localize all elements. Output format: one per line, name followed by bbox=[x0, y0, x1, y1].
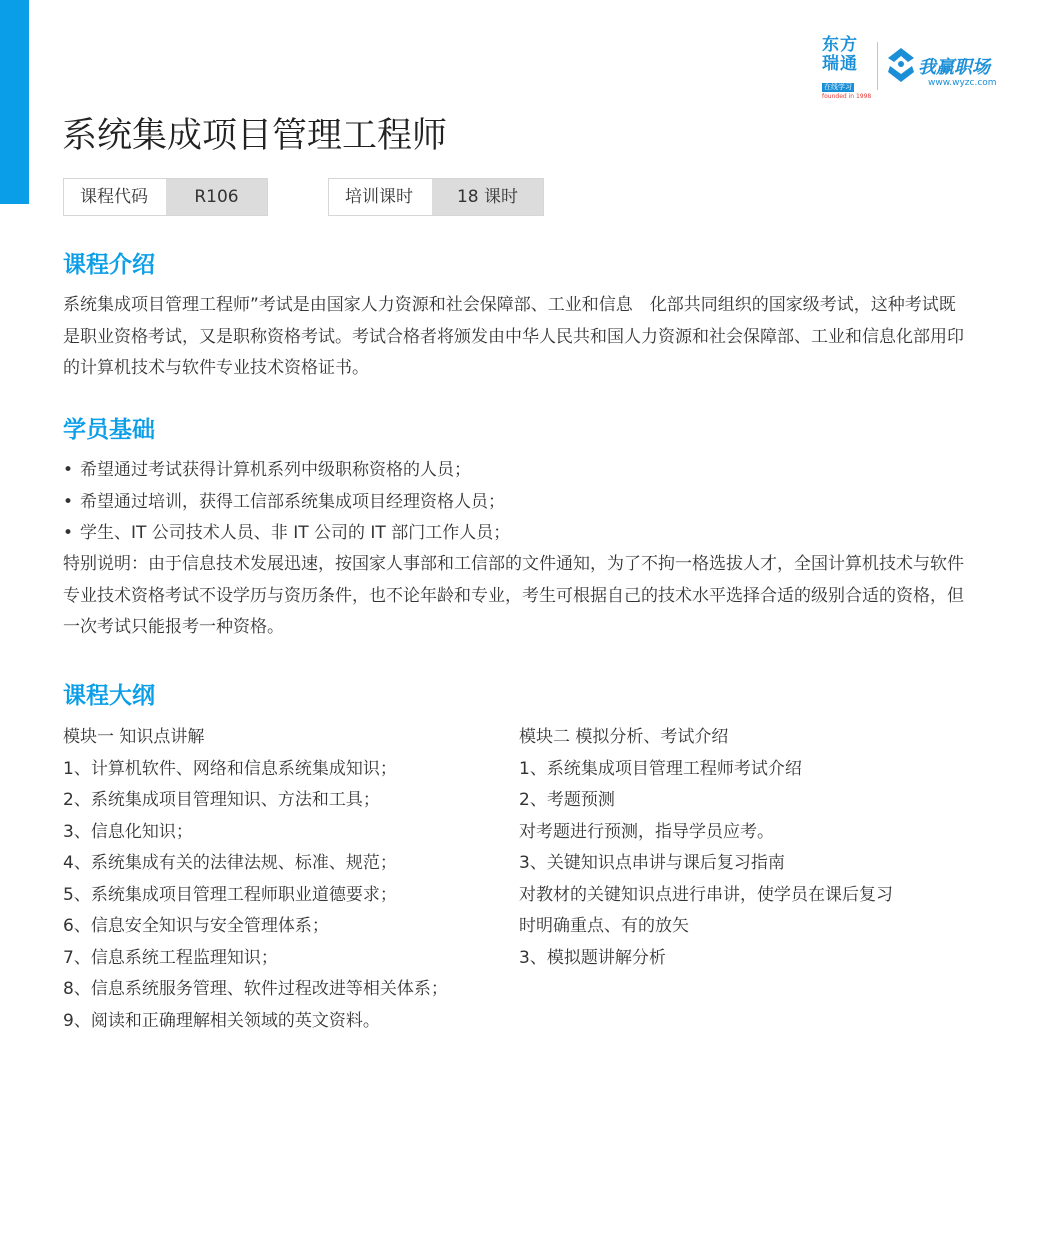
wyzc-logo bbox=[884, 42, 1004, 90]
logo-founded: founded in 1998 bbox=[822, 93, 872, 100]
module1-item: 9、阅读和正确理解相关领域的英文资料。 bbox=[63, 1010, 380, 1031]
logo-divider bbox=[877, 42, 878, 90]
audience-note: 特别说明：由于信息技术发展迅速，按国家人事部和工信部的文件通知，为了不拘一格选拔人才，全国计算机技术与软件专业技术资格考试不设学历与资历条件，也不论年龄和专业，考生可根据自己的技术水平选择合适的级别合适的资格，但一次考试只能报考一种资格。 bbox=[63, 554, 964, 637]
course-code-value: R106 bbox=[166, 179, 267, 215]
module2-item: 3、关键知识点串讲与课后复习指南 bbox=[519, 853, 785, 873]
wyzc-url: www.wyzc.com bbox=[928, 78, 997, 88]
module2-item: 1、系统集成项目管理工程师考试介绍 bbox=[519, 758, 802, 779]
training-hours-label: 培训课时 bbox=[329, 179, 432, 215]
audience-list bbox=[63, 455, 968, 550]
module1-item: 5、系统集成项目管理工程师职业道德要求； bbox=[63, 884, 397, 905]
wyzc-brand-name: 我赢职场 bbox=[918, 57, 990, 78]
logo-text-line1: 东方 bbox=[822, 35, 858, 55]
module2-item: 对考题进行预测，指导学员应考。 bbox=[519, 821, 774, 842]
audience-heading: 学员基础 bbox=[63, 417, 155, 443]
module1-item: 4、系统集成有关的法律法规、标准、规范； bbox=[63, 853, 397, 873]
course-code-label: 课程代码 bbox=[64, 179, 166, 215]
module1-column bbox=[63, 722, 503, 1037]
audience-bullet: • 学生、IT 公司技术人员、非 IT 公司的 IT 部门工作人员； bbox=[63, 518, 968, 550]
module2-item: 对教材的关键知识点进行串讲，使学员在课后复习 bbox=[519, 884, 893, 905]
module2-item: 3、模拟题讲解分析 bbox=[519, 947, 666, 968]
page-title: 系统集成项目管理工程师 bbox=[62, 116, 448, 156]
audience-bullet: • 希望通过考试获得计算机系列中级职称资格的人员； bbox=[63, 455, 968, 487]
dongfang-ruitong-logo bbox=[822, 36, 870, 101]
module2-item: 时明确重点、有的放矢 bbox=[519, 916, 689, 936]
logo-text-line2: 瑞通 bbox=[822, 54, 858, 74]
module1-item: 8、信息系统服务管理、软件过程改进等相关体系； bbox=[63, 979, 448, 999]
module1-item: 2、系统集成项目管理知识、方法和工具； bbox=[63, 790, 380, 810]
module1-item: 7、信息系统工程监理知识； bbox=[63, 947, 278, 968]
intro-heading: 课程介绍 bbox=[63, 252, 155, 278]
logo-badge: 在线学习 bbox=[824, 83, 852, 91]
audience-bullet: • 希望通过培训，获得工信部系统集成项目经理资格人员； bbox=[63, 487, 968, 519]
outline-heading: 课程大纲 bbox=[63, 683, 155, 709]
course-code-box bbox=[63, 178, 268, 216]
accent-bar bbox=[0, 0, 29, 204]
training-hours-value: 18 课时 bbox=[432, 179, 543, 215]
wyzc-mark-icon bbox=[884, 44, 918, 84]
intro-text: 系统集成项目管理工程师”考试是由国家人力资源和社会保障部、工业和信息 化部共同组织的国家级考试，这种考试既是职业资格考试，又是职称资格考试。考试合格者将颁发由中华人民共和国人力资源和社会保障部、工业和信息化部用印的计算机技术与软件专业技术资格证书。 bbox=[63, 295, 964, 378]
module2-item: 2、考题预测 bbox=[519, 790, 615, 810]
module2-column bbox=[519, 722, 969, 974]
module1-item: 1、计算机软件、网络和信息系统集成知识； bbox=[63, 758, 397, 779]
logo-area bbox=[822, 36, 1002, 98]
module1-title: 模块一 知识点讲解 bbox=[63, 727, 205, 747]
module1-item: 3、信息化知识； bbox=[63, 821, 193, 842]
module1-item: 6、信息安全知识与安全管理体系； bbox=[63, 916, 329, 936]
training-hours-box bbox=[328, 178, 544, 216]
module2-title: 模块二 模拟分析、考试介绍 bbox=[519, 727, 729, 747]
